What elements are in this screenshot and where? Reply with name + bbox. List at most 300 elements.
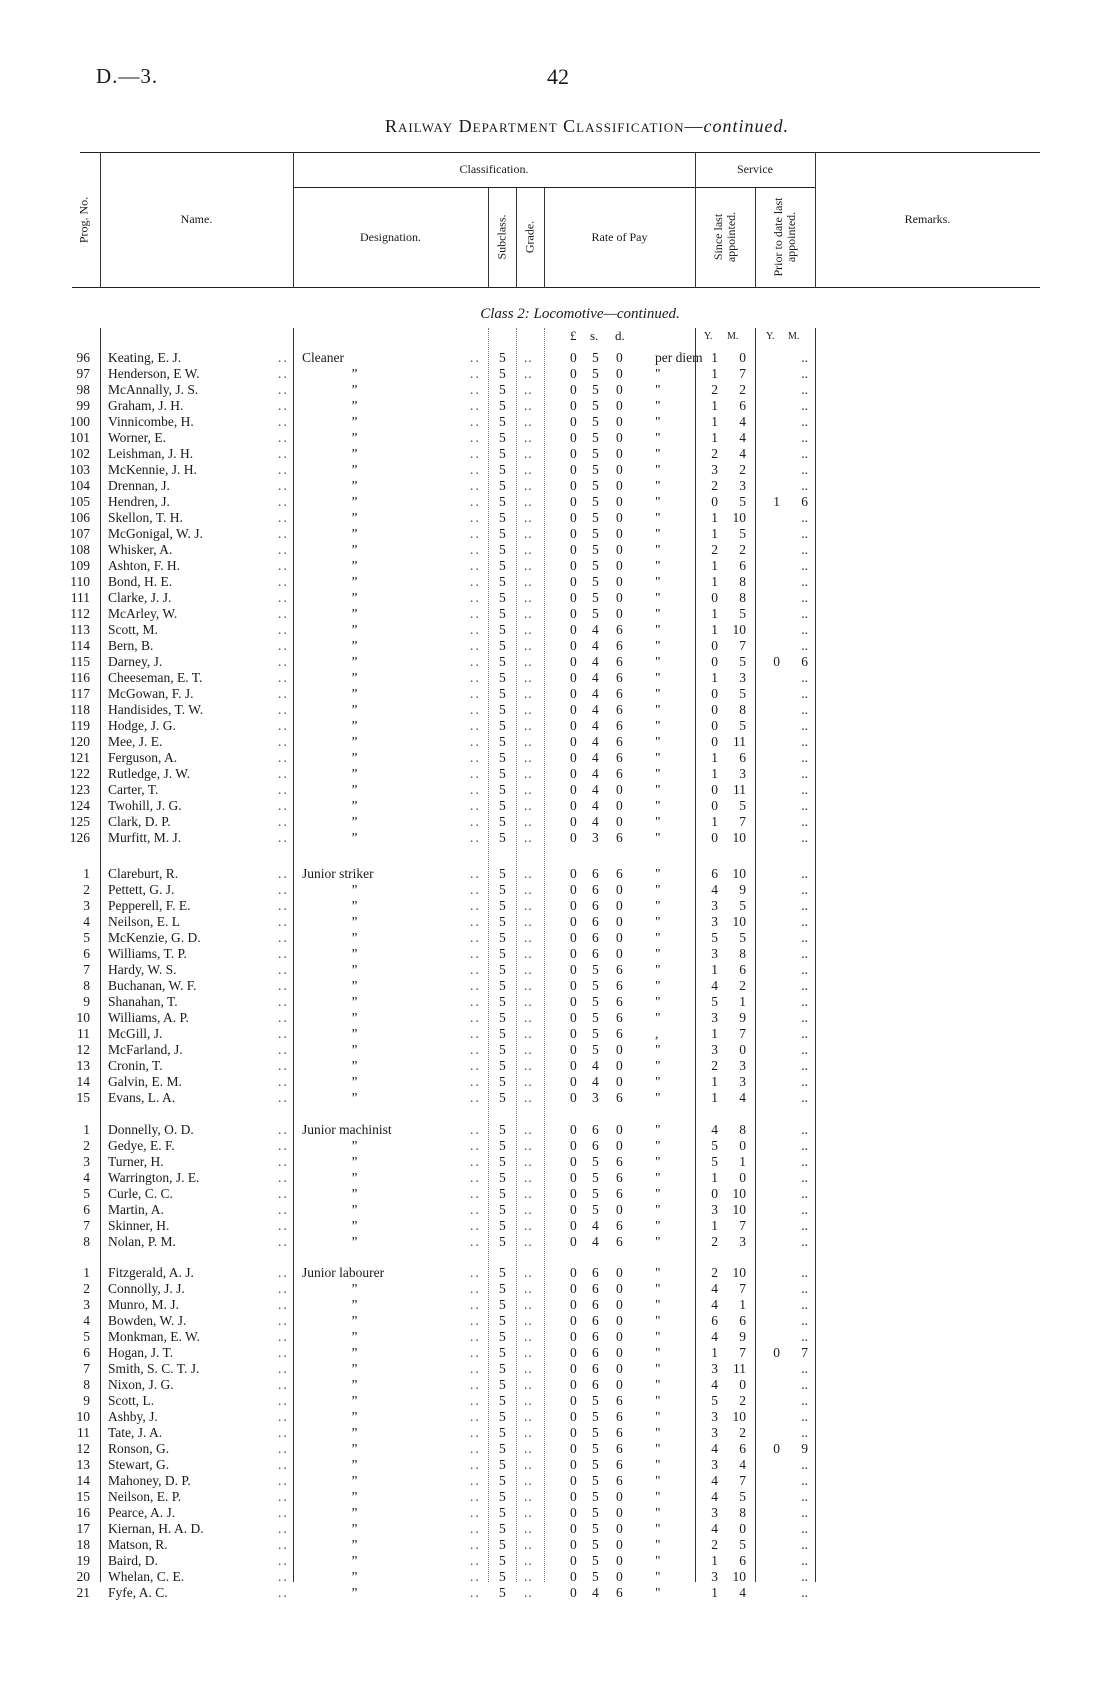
table-row: [0, 1010, 1114, 1026]
designation-ditto: ”: [350, 1058, 358, 1073]
service-months: 3: [739, 1234, 746, 1249]
employee-name: Monkman, E. W.: [108, 1329, 200, 1344]
dot-leader: ..: [278, 1505, 289, 1520]
service-years: 5: [711, 1154, 718, 1169]
table-row: [0, 526, 1114, 542]
pay-pounds: 0: [570, 638, 577, 653]
service-years: 4: [711, 1297, 718, 1312]
prog-no: 120: [69, 734, 90, 749]
pay-pence: 0: [616, 930, 623, 945]
service-years: 3: [711, 898, 718, 913]
dot-leader: ..: [278, 962, 289, 977]
dot-leader: ..: [524, 686, 533, 701]
dot-leader: ..: [524, 1265, 533, 1280]
designation-ditto: ”: [350, 1202, 358, 1217]
pay-pounds: 0: [570, 946, 577, 961]
employee-name: Nixon, J. G.: [108, 1377, 174, 1392]
service-years: 0: [711, 654, 718, 669]
prog-no: 101: [69, 430, 90, 445]
service-years: 1: [711, 558, 718, 573]
subclass: 5: [499, 638, 506, 653]
pay-period: ": [655, 446, 661, 461]
table-row: [0, 1090, 1114, 1106]
subclass: 5: [499, 1042, 506, 1057]
designation-ditto: ”: [350, 898, 358, 913]
dot-leader: ..: [470, 946, 481, 961]
prior-months: ..: [801, 882, 808, 897]
prog-no: 98: [76, 382, 90, 397]
prior-months: 6: [801, 494, 808, 509]
pay-period: ": [655, 574, 661, 589]
prior-months: ..: [801, 526, 808, 541]
pay-shillings: 6: [592, 914, 599, 929]
table-row: [0, 798, 1114, 814]
table-row: [0, 1521, 1114, 1537]
designation-ditto: ”: [350, 766, 358, 781]
employee-name: Bowden, W. J.: [108, 1313, 187, 1328]
pay-period: ": [655, 930, 661, 945]
prog-no: 8: [83, 1377, 90, 1392]
subclass: 5: [499, 350, 506, 365]
prog-no: 11: [77, 1026, 90, 1041]
dot-leader: ..: [524, 1010, 533, 1025]
service-years: 4: [711, 882, 718, 897]
service-years: 5: [711, 1138, 718, 1153]
dot-leader: ..: [278, 590, 289, 605]
pay-period: ": [655, 1457, 661, 1472]
dot-leader: ..: [470, 366, 481, 381]
pay-period: ": [655, 670, 661, 685]
pay-pence: 0: [616, 1265, 623, 1280]
table-row: [0, 1537, 1114, 1553]
service-years: 2: [711, 1058, 718, 1073]
dot-leader: ..: [278, 994, 289, 1009]
pay-period: ": [655, 606, 661, 621]
pay-pounds: 0: [570, 750, 577, 765]
service-months: 10: [732, 830, 746, 845]
service-years: 0: [711, 686, 718, 701]
employee-name: Warrington, J. E.: [108, 1170, 200, 1185]
dot-leader: ..: [524, 866, 533, 881]
employee-name: Ferguson, A.: [108, 750, 178, 765]
service-years: 1: [711, 414, 718, 429]
page-number: 42: [547, 64, 569, 89]
pay-period: per diem: [655, 350, 703, 365]
pay-pounds: 0: [570, 430, 577, 445]
designation-ditto: ”: [350, 574, 358, 589]
pay-pence: 0: [616, 350, 623, 365]
dot-leader: ..: [470, 882, 481, 897]
prog-no: 7: [83, 1361, 90, 1376]
service-years: 4: [711, 978, 718, 993]
dot-leader: ..: [524, 1313, 533, 1328]
pay-pence: 0: [616, 1345, 623, 1360]
service-years: 3: [711, 1202, 718, 1217]
prior-months: ..: [801, 1234, 808, 1249]
designation-ditto: ”: [350, 462, 358, 477]
prog-no: 6: [83, 946, 90, 961]
dot-leader: ..: [470, 1473, 481, 1488]
pay-pence: 0: [616, 1042, 623, 1057]
designation-ditto: ”: [350, 382, 358, 397]
prior-months: ..: [801, 994, 808, 1009]
prog-no: 18: [76, 1537, 90, 1552]
designation-ditto: ”: [350, 1345, 358, 1360]
dot-leader: ..: [278, 622, 289, 637]
dot-leader: ..: [524, 898, 533, 913]
page-reference: D.—3.: [96, 64, 159, 88]
pay-pounds: 0: [570, 366, 577, 381]
pay-pence: 0: [616, 398, 623, 413]
dot-leader: ..: [278, 1345, 289, 1360]
dot-leader: ..: [524, 1393, 533, 1408]
dot-leader: ..: [278, 914, 289, 929]
table-row: [0, 574, 1114, 590]
service-years: 4: [711, 1281, 718, 1296]
prog-no: 97: [76, 366, 90, 381]
pay-period: ": [655, 1409, 661, 1424]
subclass: 5: [499, 1010, 506, 1025]
prog-no: 111: [70, 590, 90, 605]
employee-name: Neilson, E. L: [108, 914, 180, 929]
pay-pounds: 0: [570, 1074, 577, 1089]
pay-period: ": [655, 734, 661, 749]
service-months: 6: [739, 558, 746, 573]
pay-pounds: 0: [570, 830, 577, 845]
pay-shillings: 4: [592, 670, 599, 685]
employee-name: Cheeseman, E. T.: [108, 670, 203, 685]
pay-pounds: 0: [570, 382, 577, 397]
prior-months: ..: [801, 1377, 808, 1392]
pay-period: ": [655, 366, 661, 381]
pay-period: ": [655, 898, 661, 913]
dot-leader: ..: [470, 462, 481, 477]
employee-name: Graham, J. H.: [108, 398, 184, 413]
pay-pence: 6: [616, 670, 623, 685]
designation-ditto: ”: [350, 1042, 358, 1057]
pay-pence: 6: [616, 686, 623, 701]
dot-leader: ..: [524, 478, 533, 493]
prior-months: ..: [801, 914, 808, 929]
dot-leader: ..: [470, 866, 481, 881]
dot-leader: ..: [278, 430, 289, 445]
pay-shillings: 5: [592, 510, 599, 525]
prior-months: ..: [801, 1521, 808, 1536]
table-row: [0, 382, 1114, 398]
service-months: 10: [732, 914, 746, 929]
pay-pence: 6: [616, 1425, 623, 1440]
employee-name: Scott, L.: [108, 1393, 155, 1408]
service-months: 11: [733, 734, 746, 749]
dot-leader: ..: [278, 1297, 289, 1312]
table-row: [0, 366, 1114, 382]
table-row: [0, 1202, 1114, 1218]
dot-leader: ..: [524, 1234, 533, 1249]
dot-leader: ..: [278, 1074, 289, 1089]
service-years: 3: [711, 1505, 718, 1520]
designation-ditto: ”: [350, 1218, 358, 1233]
subclass: 5: [499, 718, 506, 733]
employee-name: Munro, M. J.: [108, 1297, 179, 1312]
class-heading: [300, 306, 860, 323]
pay-pence: 6: [616, 1154, 623, 1169]
service-years: 1: [711, 366, 718, 381]
table-row: [0, 1457, 1114, 1473]
pay-period: ": [655, 1361, 661, 1376]
dot-leader: ..: [524, 782, 533, 797]
dot-leader: ..: [470, 1361, 481, 1376]
subclass: 5: [499, 1489, 506, 1504]
prog-no: 125: [69, 814, 90, 829]
designation-ditto: ”: [350, 1441, 358, 1456]
employee-name: Clark, D. P.: [108, 814, 171, 829]
table-row: [0, 734, 1114, 750]
subclass: 5: [499, 686, 506, 701]
service-years: 2: [711, 1537, 718, 1552]
subclass: 5: [499, 1393, 506, 1408]
employee-name: Handisides, T. W.: [108, 702, 204, 717]
subclass: 5: [499, 702, 506, 717]
employee-name: Smith, S. C. T. J.: [108, 1361, 200, 1376]
designation-ditto: ”: [350, 622, 358, 637]
prog-no: 1: [83, 1122, 90, 1137]
employee-name: Hardy, W. S.: [108, 962, 177, 977]
table-row: [0, 782, 1114, 798]
prior-years: 0: [773, 1441, 780, 1456]
dot-leader: ..: [524, 766, 533, 781]
dot-leader: ..: [524, 542, 533, 557]
dot-leader: ..: [524, 1457, 533, 1472]
service-years: 1: [711, 1218, 718, 1233]
prior-months: ..: [801, 1122, 808, 1137]
dot-leader: ..: [278, 1154, 289, 1169]
prior-months: ..: [801, 1138, 808, 1153]
employee-name: Hodge, J. G.: [108, 718, 176, 733]
employee-name: Henderson, E W.: [108, 366, 200, 381]
dot-leader: ..: [470, 1489, 481, 1504]
employee-name: Mee, J. E.: [108, 734, 163, 749]
header-classification: Classification.: [459, 162, 529, 176]
pay-shillings: 5: [592, 994, 599, 1009]
prog-no: 105: [69, 494, 90, 509]
pay-pounds: 0: [570, 1234, 577, 1249]
pay-shillings: 6: [592, 866, 599, 881]
service-years: 0: [711, 590, 718, 605]
pay-pounds: 0: [570, 1425, 577, 1440]
pay-pounds: 0: [570, 686, 577, 701]
service-years: 1: [711, 1553, 718, 1568]
subclass: 5: [499, 782, 506, 797]
service-months: 10: [732, 1265, 746, 1280]
prog-no: 9: [83, 1393, 90, 1408]
service-months: 6: [739, 1441, 746, 1456]
dot-leader: ..: [524, 962, 533, 977]
pay-shillings: 5: [592, 1409, 599, 1424]
service-months: 9: [739, 1329, 746, 1344]
service-months: 5: [739, 718, 746, 733]
dot-leader: ..: [470, 638, 481, 653]
table-row: [0, 350, 1114, 366]
prog-no: 103: [69, 462, 90, 477]
pay-shillings: 5: [592, 1170, 599, 1185]
pay-period: ": [655, 398, 661, 413]
pay-pounds: 0: [570, 670, 577, 685]
subclass: 5: [499, 398, 506, 413]
pay-shillings: 3: [592, 830, 599, 845]
pay-period: ": [655, 478, 661, 493]
pay-pounds: 0: [570, 1489, 577, 1504]
pay-pounds: 0: [570, 510, 577, 525]
subclass: 5: [499, 1058, 506, 1073]
pay-pence: 0: [616, 526, 623, 541]
dot-leader: ..: [524, 1505, 533, 1520]
dot-leader: ..: [470, 494, 481, 509]
pay-shillings: 5: [592, 1457, 599, 1472]
service-months: 3: [739, 670, 746, 685]
pay-shillings: 4: [592, 734, 599, 749]
prior-months: ..: [801, 1090, 808, 1105]
employee-name: McAnnally, J. S.: [108, 382, 199, 397]
subclass: 5: [499, 478, 506, 493]
pay-period: ": [655, 1585, 661, 1600]
subclass: 5: [499, 1074, 506, 1089]
unit-months: M.: [727, 331, 739, 342]
subclass: 5: [499, 978, 506, 993]
pay-shillings: 6: [592, 1329, 599, 1344]
service-years: 1: [711, 962, 718, 977]
prior-months: ..: [801, 814, 808, 829]
dot-leader: ..: [278, 558, 289, 573]
dot-leader: ..: [470, 914, 481, 929]
subclass: 5: [499, 382, 506, 397]
unit-shillings: s.: [590, 328, 599, 343]
service-years: 2: [711, 446, 718, 461]
pay-pounds: 0: [570, 1026, 577, 1041]
designation-ditto: ”: [350, 494, 358, 509]
subclass: 5: [499, 558, 506, 573]
service-months: 4: [739, 1090, 746, 1105]
subclass: 5: [499, 414, 506, 429]
dot-leader: ..: [278, 510, 289, 525]
designation-ditto: ”: [350, 1473, 358, 1488]
prior-months: ..: [801, 366, 808, 381]
dot-leader: ..: [524, 670, 533, 685]
table-row: [0, 510, 1114, 526]
pay-pounds: 0: [570, 798, 577, 813]
pay-period: ": [655, 978, 661, 993]
prior-months: ..: [801, 670, 808, 685]
prior-months: ..: [801, 1393, 808, 1408]
prog-no: 104: [69, 478, 90, 493]
service-months: 11: [733, 1361, 746, 1376]
prog-no: 10: [76, 1409, 90, 1424]
dot-leader: ..: [524, 946, 533, 961]
table-row: [0, 430, 1114, 446]
prior-months: ..: [801, 398, 808, 413]
dot-leader: ..: [278, 1042, 289, 1057]
prior-months: ..: [801, 622, 808, 637]
prior-months: ..: [801, 1361, 808, 1376]
pay-pence: 6: [616, 866, 623, 881]
dot-leader: ..: [278, 638, 289, 653]
dot-leader: ..: [470, 1313, 481, 1328]
dot-leader: ..: [524, 1441, 533, 1456]
designation-ditto: ”: [350, 414, 358, 429]
service-months: 2: [739, 382, 746, 397]
table-row: [0, 1234, 1114, 1250]
table-row: [0, 1186, 1114, 1202]
pay-shillings: 5: [592, 1393, 599, 1408]
subclass: 5: [499, 1329, 506, 1344]
pay-pence: 6: [616, 1441, 623, 1456]
prior-months: ..: [801, 1409, 808, 1424]
designation-ditto: ”: [350, 946, 358, 961]
pay-pence: 0: [616, 1489, 623, 1504]
prior-months: ..: [801, 1585, 808, 1600]
service-years: 4: [711, 1441, 718, 1456]
dot-leader: ..: [470, 1218, 481, 1233]
dot-leader: ..: [278, 366, 289, 381]
title-suffix: continued.: [703, 116, 789, 136]
dot-leader: ..: [278, 1521, 289, 1536]
employee-name: McGowan, F. J.: [108, 686, 194, 701]
pay-shillings: 4: [592, 750, 599, 765]
service-years: 1: [711, 606, 718, 621]
service-months: 5: [739, 798, 746, 813]
designation-ditto: ”: [350, 994, 358, 1009]
dot-leader: ..: [278, 446, 289, 461]
prior-months: ..: [801, 686, 808, 701]
class-heading-text: Class 2: Locomotive—continued.: [480, 306, 680, 322]
dot-leader: ..: [278, 1010, 289, 1025]
dot-leader: ..: [524, 382, 533, 397]
pay-shillings: 6: [592, 1361, 599, 1376]
pay-period: ": [655, 526, 661, 541]
designation-ditto: ”: [350, 1329, 358, 1344]
service-months: 5: [739, 686, 746, 701]
service-years: 4: [711, 1329, 718, 1344]
table-row: [0, 1329, 1114, 1345]
prior-months: ..: [801, 1489, 808, 1504]
table-row: [0, 702, 1114, 718]
service-years: 4: [711, 1377, 718, 1392]
table-row: [0, 766, 1114, 782]
prog-no: 8: [83, 978, 90, 993]
dot-leader: ..: [470, 526, 481, 541]
dot-leader: ..: [524, 654, 533, 669]
pay-period: ": [655, 782, 661, 797]
header-bottom-rule: [72, 287, 1040, 288]
prior-months: ..: [801, 462, 808, 477]
table-row: [0, 718, 1114, 734]
designation-ditto: ”: [350, 962, 358, 977]
pay-shillings: 5: [592, 478, 599, 493]
dot-leader: ..: [470, 1154, 481, 1169]
table-row: [0, 1345, 1114, 1361]
pay-pence: 0: [616, 558, 623, 573]
pay-period: ": [655, 590, 661, 605]
pay-pence: 0: [616, 414, 623, 429]
dot-leader: ..: [278, 574, 289, 589]
prior-months: ..: [801, 930, 808, 945]
prog-no: 124: [69, 798, 90, 813]
subclass: 5: [499, 1154, 506, 1169]
subclass: 5: [499, 1090, 506, 1105]
prior-months: ..: [801, 1218, 808, 1233]
dot-leader: ..: [524, 1058, 533, 1073]
table-row: [0, 1393, 1114, 1409]
pay-period: ": [655, 558, 661, 573]
